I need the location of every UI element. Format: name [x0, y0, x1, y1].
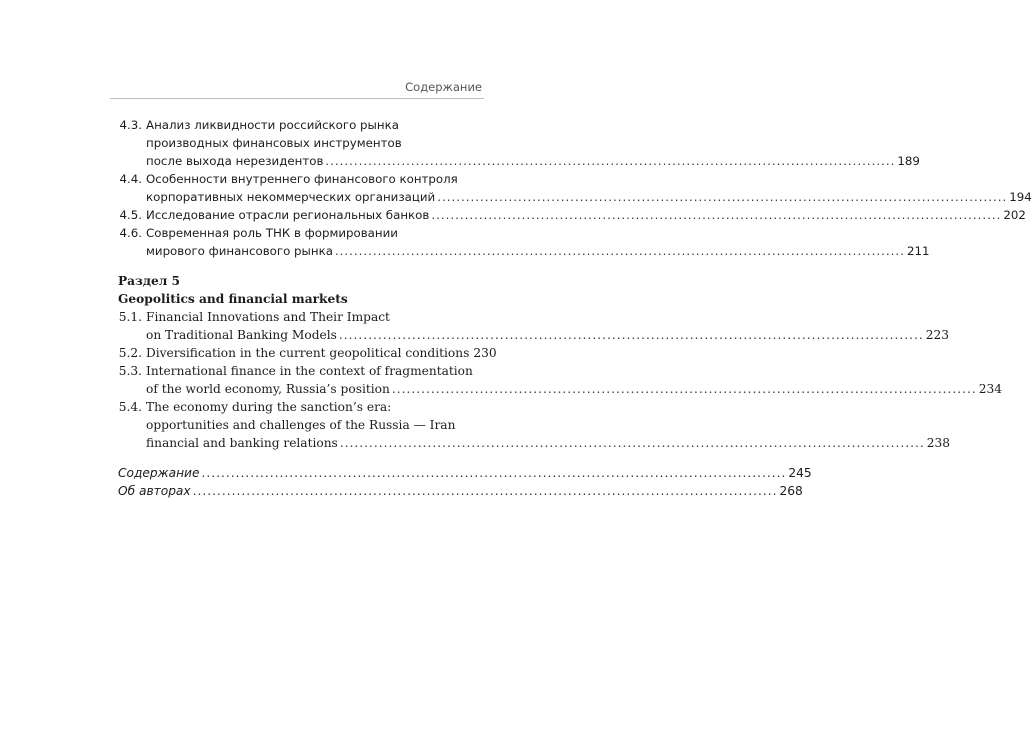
toc-entry-title-line: The economy during the sanction’s era:: [146, 400, 392, 414]
dot-leader: ........................................................................................................................: [201, 466, 787, 480]
toc-entry-4-3[interactable]: [118, 116, 920, 170]
toc-entry-title-line: financial and banking relations: [146, 436, 338, 450]
toc-entry-title-line: корпоративных некоммерческих организаций: [146, 190, 436, 204]
toc-page-number: 189: [897, 154, 920, 168]
dot-leader: ........................................................................................................................: [431, 208, 1002, 222]
toc-entry-number: 4.4.: [119, 172, 142, 186]
toc-entry-title: Содержание: [118, 466, 200, 480]
toc-entry-title-line: Особенности внутреннего финансового контроля: [146, 172, 458, 186]
toc-entry-title-line: Современная роль ТНК в формировании: [146, 226, 398, 240]
toc-page-number: 238: [926, 436, 950, 450]
toc-entry-title-line: мирового финансового рынка: [146, 244, 333, 258]
toc-entry-4-4[interactable]: [118, 170, 1032, 206]
toc-entry-title-line: International finance in the context of fragmentation: [146, 364, 473, 378]
toc-page-number: 194: [1009, 190, 1032, 204]
section-title: Geopolitics and financial markets: [118, 292, 348, 306]
toc-entry-authors[interactable]: [118, 482, 803, 500]
toc-page-number: 245: [788, 466, 812, 480]
toc-entry-number: 5.1.: [118, 310, 142, 324]
toc-page-number: 223: [925, 328, 950, 342]
toc-entry-title-line: после выхода нерезидентов: [146, 154, 324, 168]
toc-entry-title-line: Анализ ликвидности российского рынка: [146, 118, 399, 132]
toc-entry-title-line: on Traditional Banking Models: [146, 328, 337, 342]
dot-leader: ........................................................................................................................: [334, 244, 905, 258]
section-label: Раздел 5: [118, 274, 181, 288]
toc-entry-title-line: Исследование отрасли региональных банков: [146, 208, 430, 222]
toc-page-number: 211: [906, 244, 930, 258]
toc-entry-number: 5.2.: [118, 346, 142, 360]
dot-leader: ........................................................................................................................: [391, 382, 977, 396]
toc-entry-number: 4.5.: [119, 208, 142, 222]
dot-leader: ........................................................................................................................: [325, 154, 896, 168]
header-divider: [110, 98, 484, 99]
toc-entry-title-line: Diversification in the current geopolitical conditions: [146, 346, 470, 360]
dot-leader: ........................................................................................................................: [338, 328, 924, 342]
toc-entry-title: Об авторах: [118, 484, 191, 498]
toc-entry-title-line: Financial Innovations and Their Impact: [146, 310, 390, 324]
running-head-title: Содержание: [405, 80, 482, 94]
toc-entry-5-1[interactable]: [118, 308, 950, 344]
toc-entry-title-line: opportunities and challenges of the Russia — Iran: [146, 418, 456, 432]
toc-entry-contents[interactable]: [118, 464, 812, 482]
table-of-contents: [118, 116, 1032, 500]
toc-entry-5-4[interactable]: [118, 398, 950, 452]
toc-entry-4-5[interactable]: [118, 206, 1026, 224]
dot-leader: ........................................................................................................................: [192, 484, 778, 498]
toc-page-number: 234: [978, 382, 1002, 396]
toc-page-number: 230: [473, 346, 497, 360]
toc-entry-4-6[interactable]: [118, 224, 930, 260]
toc-entry-number: 4.3.: [119, 118, 142, 132]
toc-entry-number: 5.3.: [118, 364, 142, 378]
toc-entry-number: 5.4.: [118, 400, 142, 414]
toc-page-number: 202: [1003, 208, 1026, 222]
dot-leader: ........................................................................................................................: [339, 436, 925, 450]
dot-leader: ........................................................................................................................: [437, 190, 1008, 204]
toc-entry-5-2[interactable]: [118, 344, 497, 362]
toc-entry-title-line: of the world economy, Russia’s position: [146, 382, 390, 396]
toc-entry-5-3[interactable]: [118, 362, 1002, 398]
toc-entry-title-line: производных финансовых инструментов: [146, 136, 402, 150]
back-matter-list: [118, 464, 812, 500]
toc-page-number: 268: [779, 484, 803, 498]
toc-entry-number: 4.6.: [119, 226, 142, 240]
